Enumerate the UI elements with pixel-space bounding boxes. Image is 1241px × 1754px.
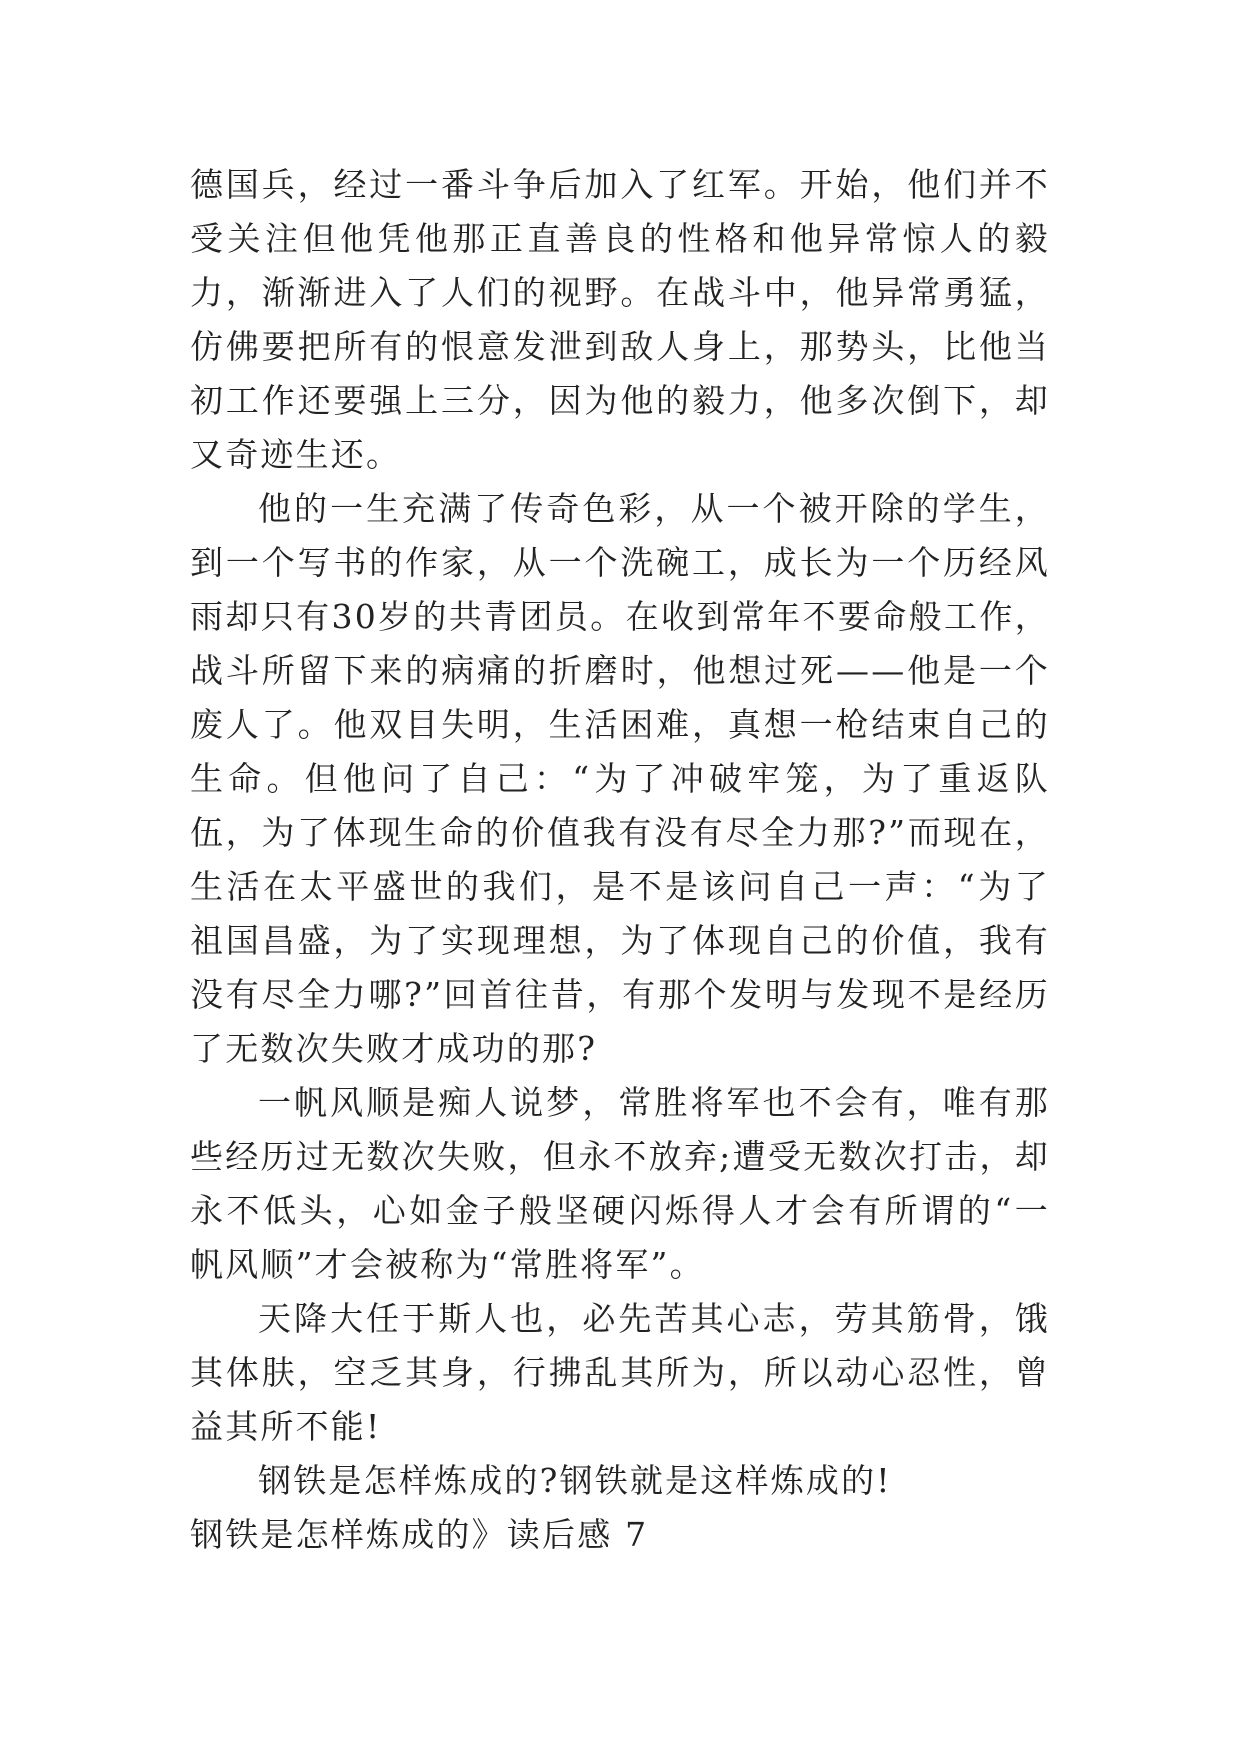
text-column [190, 158, 1050, 1562]
paragraph-conclusion: 钢铁是怎样炼成的?钢铁就是这样炼成的! [258, 1461, 892, 1500]
paragraph-smooth-sailing: 一帆风顺是痴人说梦，常胜将军也不会有，唯有那些经历过无数次失败，但永不放弃;遭受无数次打击，却永不低头，心如金子般坚硬闪烁得人才会有所谓的“一帆风顺”才会被称为“常胜将军”。 [190, 1083, 1050, 1284]
paragraph-life-story: 他的一生充满了传奇色彩，从一个被开除的学生，到一个写书的作家，从一个洗碗工，成长为一个历经风雨却只有30岁的共青团员。在收到常年不要命般工作，战斗所留下来的病痛的折磨时，他想过死——他是一个废人了。他双目失明，生活困难，真想一枪结束自己的生命。但他问了自己：“为了冲破牢笼，为了重返队伍，为了体现生命的价值我有没有尽全力那?”而现在，生活在太平盛世的我们，是不是该问自己一声：“为了祖国昌盛，为了实现理想，为了体现自己的价值，我有没有尽全力哪?”回首往昔，有那个发明与发现不是经历了无数次失败才成功的那? [190, 489, 1050, 1068]
section-heading: 钢铁是怎样炼成的》读后感 7 [190, 1515, 649, 1554]
paragraph-mencius-quote: 天降大任于斯人也，必先苦其心志，劳其筋骨，饿其体肤，空乏其身，行拂乱其所为，所以动心忍性，曾益其所不能! [190, 1299, 1050, 1446]
paragraph-continuation: 德国兵，经过一番斗争后加入了红军。开始，他们并不受关注但他凭他那正直善良的性格和他异常惊人的毅力，渐渐进入了人们的视野。在战斗中，他异常勇猛，仿佛要把所有的恨意发泄到敌人身上，那势头，比他当初工作还要强上三分，因为他的毅力，他多次倒下，却又奇迹生还。 [190, 165, 1050, 474]
